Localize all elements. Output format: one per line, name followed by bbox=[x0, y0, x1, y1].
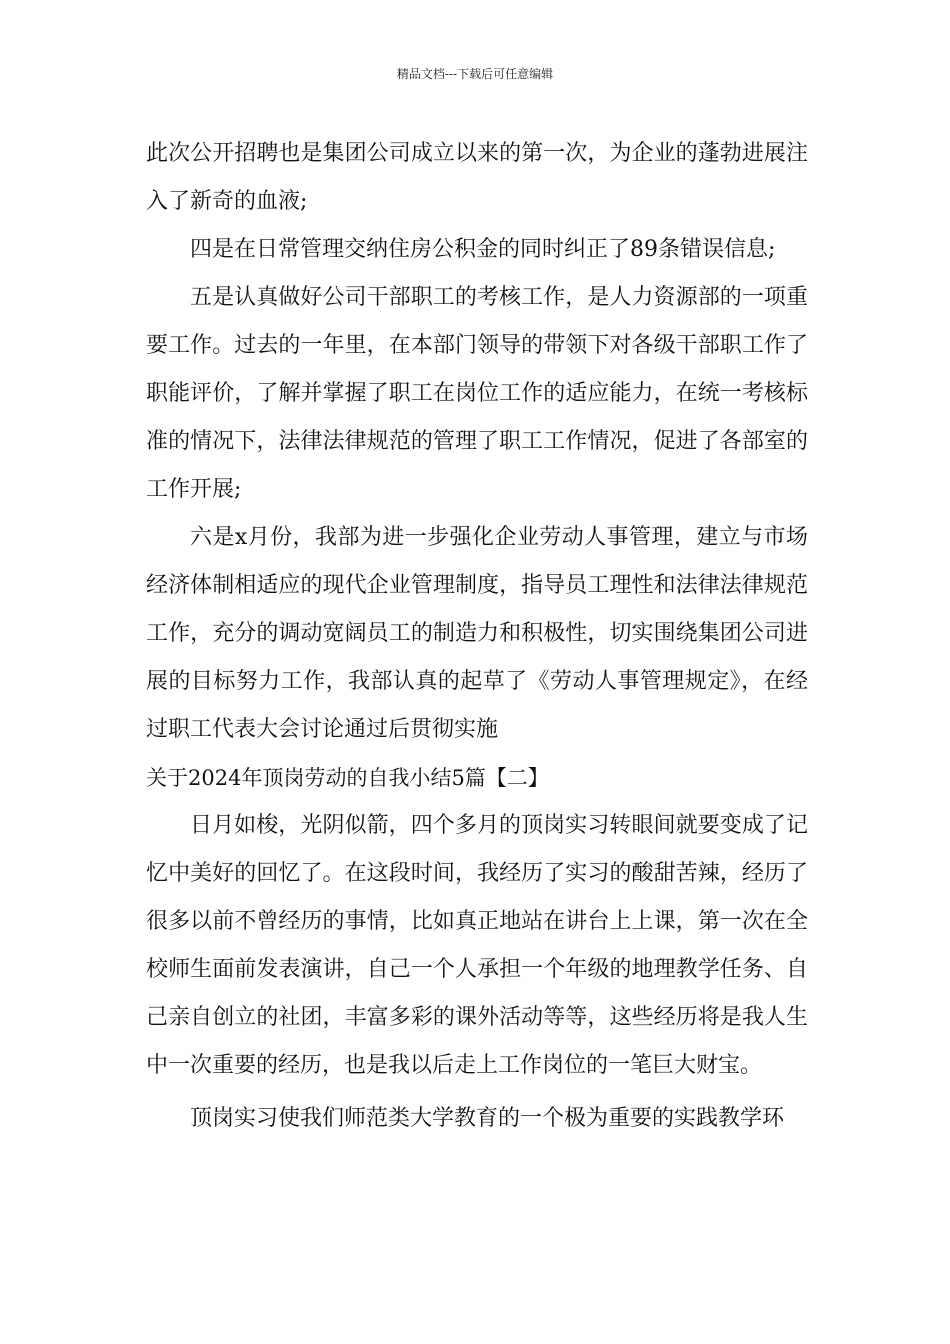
section-heading: 关于2024年顶岗劳动的自我小结5篇【二】 bbox=[146, 766, 549, 790]
paragraph-item-four: 四是在日常管理交纳住房公积金的同时纠正了89条错误信息; bbox=[190, 237, 776, 262]
paragraph-item-six: 六是x月份，我部为进一步强化企业劳动人事管理，建立与市场经济体制相适应的现代企业管理制度，指导员工理性和法律法律规范工作，充分的调动宽阔员工的制造力和积极性，切实围绕集团公司进展的目标努力工作，我部认真的起草了《劳动人事管理规定》，在经过职工代表大会讨论通过后贯彻实施 bbox=[146, 525, 808, 742]
paragraph-continued: 此次公开招聘也是集团公司成立以来的第一次，为企业的蓬勃进展注入了新奇的血液; bbox=[146, 141, 808, 214]
paragraph-item-five: 五是认真做好公司干部职工的考核工作，是人力资源部的一项重要工作。过去的一年里，在本部门领导的带领下对各级干部职工作了职能评价，了解并掌握了职工在岗位工作的适应能力，在统一考核标准的情况下，法律法律规范的管理了职工工作情况，促进了各部室的工作开展; bbox=[146, 285, 808, 502]
paragraph-intro: 日月如梭，光阴似箭，四个多月的顶岗实习转眼间就要变成了记忆中美好的回忆了。在这段时间，我经历了实习的酸甜苦辣，经历了很多以前不曾经历的事情，比如真正地站在讲台上上课，第一次在全校师生面前发表演讲，自己一个人承担一个年级的地理教学任务、自己亲自创立的社团，丰富多彩的课外活动等等，这些经历将是我人生中一次重要的经历，也是我以后走上工作岗位的一笔巨大财宝。 bbox=[146, 813, 808, 1078]
page-header: 精品文档---下载后可任意编辑 bbox=[396, 67, 554, 81]
document-body bbox=[146, 130, 808, 1143]
paragraph-practice: 顶岗实习使我们师范类大学教育的一个极为重要的实践教学环 bbox=[190, 1106, 785, 1131]
